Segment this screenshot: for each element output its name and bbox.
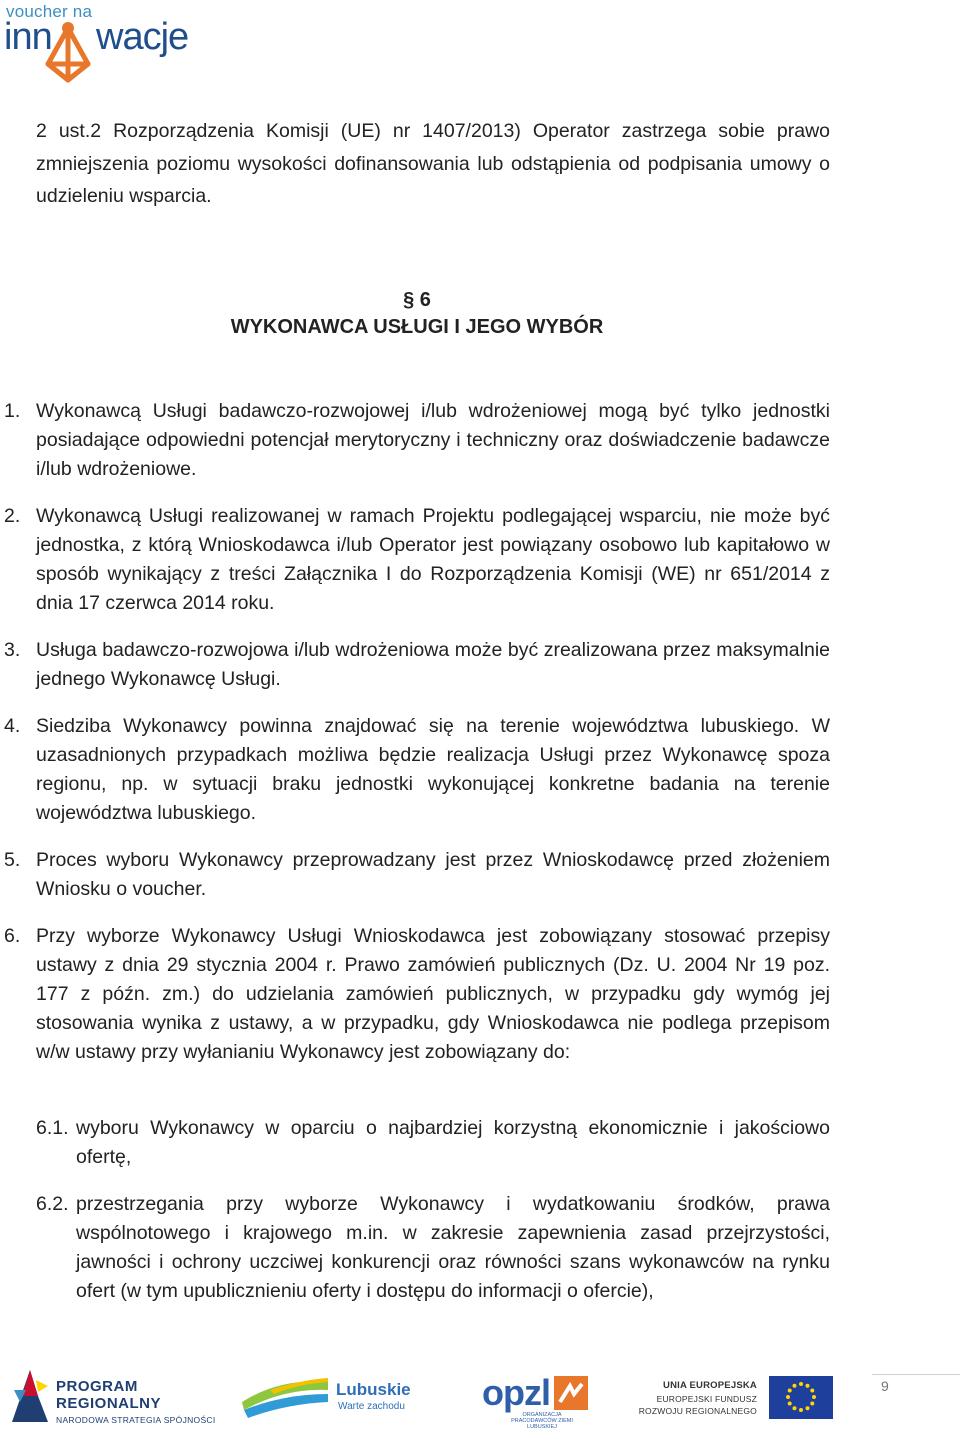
sub-list-item-number: 6.2. [36, 1193, 69, 1215]
program-line-3: NARODOWA STRATEGIA SPÓJNOŚCI [56, 1415, 216, 1425]
program-line-2: REGIONALNY [56, 1395, 162, 1412]
list-item-text: Wykonawcą Usługi badawczo-rozwojowej i/lub wdrożeniowej mogą być tylko jednostki posiadające odpowiedni potencjał merytoryczny i techniczny oraz doświadczenie badawcze i/lub wdrożeniowe. [36, 400, 830, 480]
list-item-text: Wykonawcą Usługi realizowanej w ramach Projektu podlegającej wsparciu, nie może być jednostka, z którą Wnioskodawca i/lub Operator jest powiązany osobowo lub kapitałowo w sposób wynikający z treści Załącznika I do Rozporządzenia Komisji (WE) nr 651/2014 z dnia 17 czerwca 2014 roku. [36, 505, 830, 614]
lubuskie-slogan: Warte zachodu [338, 1401, 405, 1412]
eu-stars-icon [769, 1376, 833, 1419]
sub-list-item-text: wyboru Wykonawcy w oparciu o najbardziej korzystną ekonomicznie i jakościowo ofertę, [76, 1117, 830, 1168]
lubuskie-name: Lubuskie [336, 1380, 411, 1399]
list-item-text: Proces wyboru Wykonawcy przeprowadzany jest przez Wnioskodawcę przed złożeniem Wniosku o voucher. [36, 849, 830, 900]
section-title: WYKONAWCA USŁUGI I JEGO WYBÓR [230, 316, 604, 338]
list-item-number: 2. [4, 505, 21, 527]
list-item-text: Siedziba Wykonawcy powinna znajdować się na terenie województwa lubuskiego. W uzasadnionych przypadkach możliwa będzie realizacja Usługi przez Wykonawcę spoza regionu, np. w sytuacji braku jednostki wykonującej konkretne badania na terenie województwa lubuskiego. [36, 715, 830, 824]
list-item-text: Usługa badawczo-rozwojowa i/lub wdrożeniowa może być zrealizowana przez maksymalnie jednego Wykonawcę Usługi. [36, 639, 830, 690]
page-number-rule [872, 1374, 960, 1375]
eu-logo [638, 1374, 833, 1424]
opzl-subtitle: ORGANIZACJA PRACODAWCÓW ZIEMI LUBUSKIEJ [511, 1412, 573, 1430]
program-regionalny-logo [8, 1366, 216, 1426]
eu-line-1: UNIA EUROPEJSKA [663, 1380, 757, 1391]
program-line-1: PROGRAM [56, 1378, 138, 1395]
lubuskie-logo [240, 1370, 420, 1425]
logo-brand-start: inn [4, 16, 52, 58]
opzl-emblem-icon [554, 1376, 588, 1410]
page-footer [0, 1360, 960, 1429]
eu-line-2: EUROPEJSKI FUNDUSZ [656, 1394, 757, 1404]
sub-list-item-number: 6.1. [36, 1117, 69, 1139]
list-item-number: 5. [4, 849, 21, 871]
opzl-name: opzl [482, 1372, 550, 1413]
page-number: 9 [881, 1378, 889, 1394]
logo-tagline: voucher na [6, 2, 93, 21]
eu-flag-icon [769, 1376, 833, 1419]
list-item-text: Przy wyborze Wykonawcy Usługi Wnioskodawca jest zobowiązany stosować przepisy ustawy z dnia 29 stycznia 2004 r. Prawo zamówień publicznych (Dz. U. 2004 Nr 19 poz. 177 z późn. zm.) do udzielania zamówień publicznych, w przypadku gdy wymóg jej stosowania wynika z ustawy, a w przypadku, gdy Wnioskodawca nie podlega przepisom w/w ustawy przy wyłanianiu Wykonawcy jest zobowiązany do: [36, 925, 830, 1063]
eu-line-3: ROZWOJU REGIONALNEGO [638, 1406, 757, 1416]
list-item-number: 6. [4, 925, 21, 947]
list-item-number: 4. [4, 715, 21, 737]
lubuskie-wave-icon [240, 1372, 330, 1420]
sub-list-item-text: przestrzegania przy wyborze Wykonawcy i wydatkowaniu środków, prawa wspólnotowego i krajowego m.in. w zakresie zapewnienia zasad przejrzystości, jawności i ochrony uczciwej konkurencji oraz równości szans wykonawców na rynku ofert (w tym upublicznieniu oferty i dostępu do informacji o ofercie), [76, 1193, 830, 1302]
program-regionalny-emblem-icon [8, 1366, 52, 1424]
list-item-number: 1. [4, 400, 21, 422]
voucher-na-innowacje-logo [4, 2, 204, 90]
intro-paragraph: 2 ust.2 Rozporządzenia Komisji (UE) nr 1407/2013) Operator zastrzega sobie prawo zmniejszenia poziomu wysokości dofinansowania lub odstąpienia od podpisania umowy o udzieleniu wsparcia. [36, 120, 830, 207]
logo-orange-figure-icon [36, 20, 100, 88]
list-item-number: 3. [4, 639, 21, 661]
section-number: § 6 [403, 289, 431, 311]
opzl-logo [482, 1372, 592, 1430]
logo-brand-end: wacje [96, 16, 189, 58]
